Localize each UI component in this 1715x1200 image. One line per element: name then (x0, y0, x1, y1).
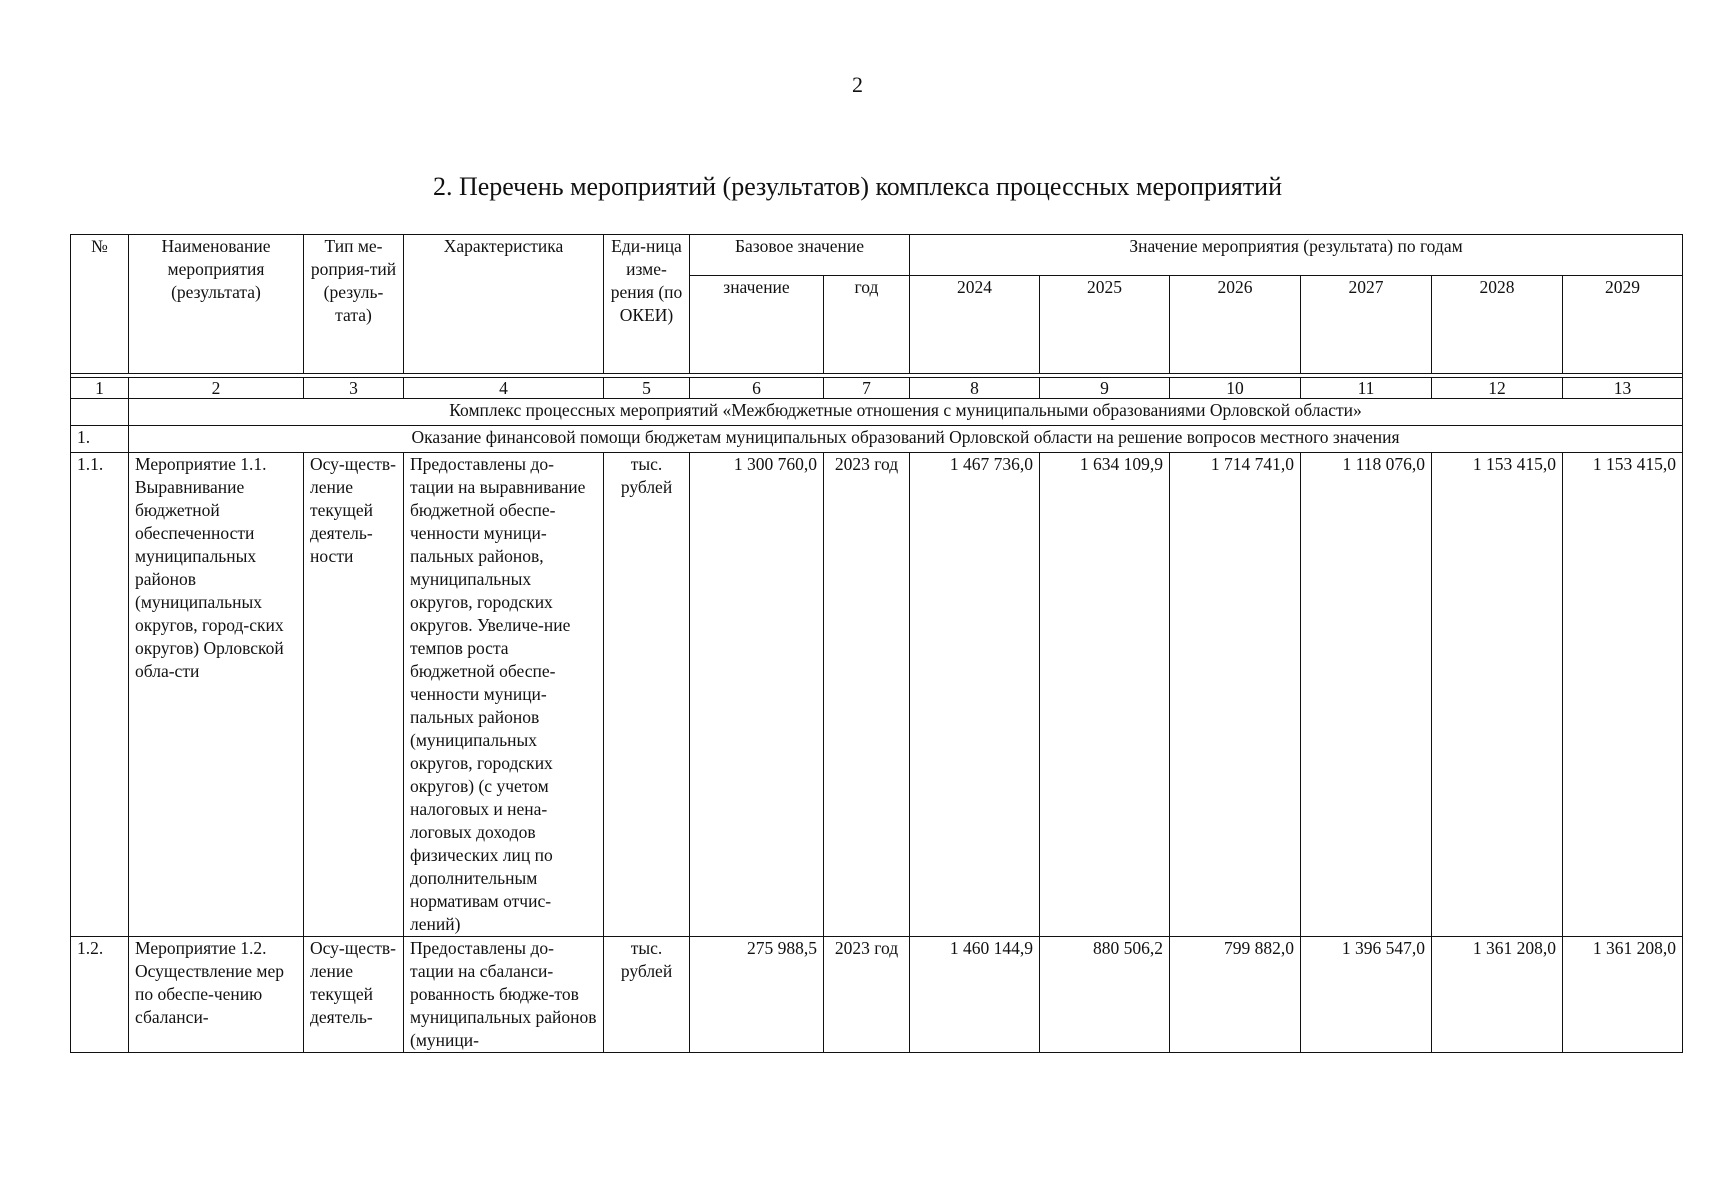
document-title: 2. Перечень мероприятий (результатов) комплекса процессных мероприятий (432, 172, 1283, 201)
header-year-2026: 2026 (1170, 276, 1301, 374)
header-year-2024: 2024 (910, 276, 1040, 374)
row-value-2026: 799 882,0 (1170, 937, 1301, 1053)
row-value-2024: 1 467 736,0 (910, 453, 1040, 937)
column-number: 1 (71, 378, 129, 399)
row-type: Осу-ществ-ление текущей деятель- (304, 937, 404, 1053)
row-type: Осу-ществ-ление текущей деятель-ности (304, 453, 404, 937)
task-title: Оказание финансовой помощи бюджетам муниципальных образований Орловской области на решение вопросов местного значения (129, 426, 1683, 453)
row-value-2027: 1 118 076,0 (1301, 453, 1432, 937)
header-unit: Еди-ница изме-рения (по ОКЕИ) (604, 235, 690, 374)
column-number: 3 (304, 378, 404, 399)
header-base-year: год (824, 276, 910, 374)
column-number: 10 (1170, 378, 1301, 399)
header-type: Тип ме-роприя-тий (резуль-тата) (304, 235, 404, 374)
header-year-2027: 2027 (1301, 276, 1432, 374)
header-years-group: Значение мероприятия (результата) по годам (910, 235, 1683, 276)
row-base-value: 275 988,5 (690, 937, 824, 1053)
row-base-year: 2023 год (824, 453, 910, 937)
row-value-2024: 1 460 144,9 (910, 937, 1040, 1053)
column-number: 13 (1563, 378, 1683, 399)
table-row (71, 937, 1683, 1053)
header-row-1 (71, 235, 1683, 276)
column-number: 8 (910, 378, 1040, 399)
column-number: 2 (129, 378, 304, 399)
row-index: 1.2. (71, 937, 129, 1053)
measures-table (70, 234, 1683, 1053)
header-year-2029: 2029 (1563, 276, 1683, 374)
row-value-2029: 1 153 415,0 (1563, 453, 1683, 937)
complex-title: Комплекс процессных мероприятий «Межбюджетные отношения с муниципальными образованиями Орловской области» (129, 399, 1683, 426)
header-base: Базовое значение (690, 235, 910, 276)
column-number: 11 (1301, 378, 1432, 399)
row-base-value: 1 300 760,0 (690, 453, 824, 937)
header-characteristic: Характеристика (404, 235, 604, 374)
row-name: Мероприятие 1.1. Выравнивание бюджетной обеспеченности муниципальных районов (муниципальных округов, город-ских округов) Орловской обла-сти (129, 453, 304, 937)
row-name: Мероприятие 1.2. Осуществление мер по обеспе-чению сбаланси- (129, 937, 304, 1053)
complex-row (71, 399, 1683, 426)
column-number: 7 (824, 378, 910, 399)
row-unit: тыс. рублей (604, 937, 690, 1053)
column-number-row (71, 378, 1683, 399)
header-name: Наименование мероприятия (результата) (129, 235, 304, 374)
row-base-year: 2023 год (824, 937, 910, 1053)
table-row (71, 453, 1683, 937)
header-num: № (71, 235, 129, 374)
column-number: 5 (604, 378, 690, 399)
row-value-2028: 1 153 415,0 (1432, 453, 1563, 937)
row-unit: тыс. рублей (604, 453, 690, 937)
column-number: 9 (1040, 378, 1170, 399)
row-value-2029: 1 361 208,0 (1563, 937, 1683, 1053)
header-base-value: значение (690, 276, 824, 374)
column-number: 12 (1432, 378, 1563, 399)
row-index: 1.1. (71, 453, 129, 937)
complex-index (71, 399, 129, 426)
row-characteristic: Предоставлены до-тации на сбаланси-рованность бюдже-тов муниципальных районов (муници- (404, 937, 604, 1053)
row-value-2026: 1 714 741,0 (1170, 453, 1301, 937)
row-value-2028: 1 361 208,0 (1432, 937, 1563, 1053)
row-characteristic: Предоставлены до-тации на выравнивание бюджетной обеспе-ченности муници-пальных районов, муниципальных округов, городских округов. Увеличе-ние темпов роста бюджетной обеспе-ченности муници-пальных районов (муниципальных округов, городских округов) (с учетом налоговых и нена-логовых доходов физических лиц по дополнительным нормативам отчис-лений) (404, 453, 604, 937)
column-number: 4 (404, 378, 604, 399)
row-value-2025: 1 634 109,9 (1040, 453, 1170, 937)
row-value-2027: 1 396 547,0 (1301, 937, 1432, 1053)
task-index: 1. (71, 426, 129, 453)
page-number: 2 (852, 72, 863, 97)
header-year-2025: 2025 (1040, 276, 1170, 374)
row-value-2025: 880 506,2 (1040, 937, 1170, 1053)
column-number: 6 (690, 378, 824, 399)
header-year-2028: 2028 (1432, 276, 1563, 374)
task-row (71, 426, 1683, 453)
